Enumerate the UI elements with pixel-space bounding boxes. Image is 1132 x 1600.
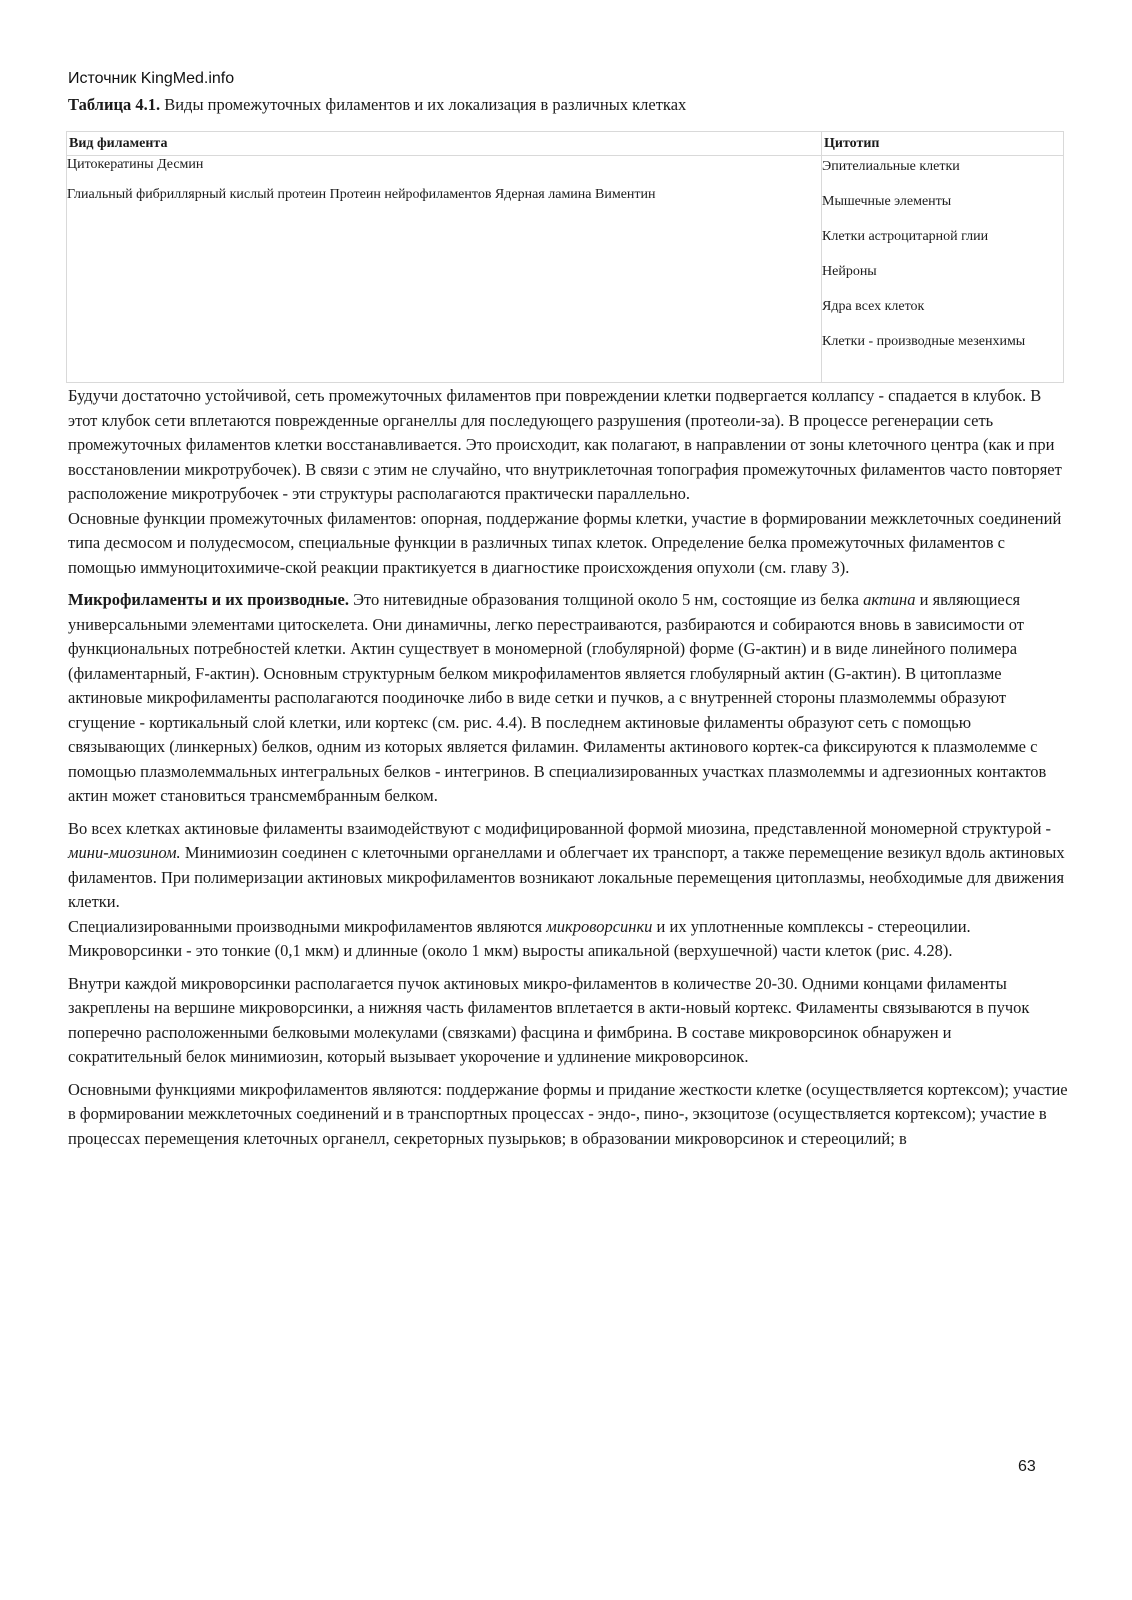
table-title: Виды промежуточных филаментов и их локализация в различных клетках <box>160 95 687 114</box>
paragraph-text: Специализированными производными микрофиламентов являются <box>68 916 547 936</box>
table-header-row <box>67 132 1064 156</box>
paragraph: Основными функциями микрофиламентов являются: поддержание формы и придание жесткости клетке (осуществляется кортексом); участие в формировании межклеточных соединений и в транспортных процессах - эндо-, пино-, экзоцитозе (осуществляется кортексом); участие в процессах перемещения клеточных органелл, секреторных пузырьков; в образовании микроворсинок и стереоцилий; в <box>68 1079 1068 1148</box>
paragraph <box>68 915 1068 964</box>
italic-term: микроворсинки <box>546 916 653 936</box>
paragraph-text: Во всех клетках актиновые филаменты взаимодействуют с модифицированной формой миозина, представленной мономерной структурой - <box>68 818 1052 838</box>
cytotype-item: Ядра всех клеток <box>822 299 925 314</box>
cytotype-item: Клетки - производные мезенхимы <box>822 334 1026 349</box>
cytotype-cell <box>822 156 1064 383</box>
page-number: 63 <box>1018 1458 1036 1475</box>
cytotype-item: Нейроны <box>822 264 877 279</box>
header-cytotype: Цитотип <box>824 136 880 151</box>
table-caption <box>68 95 686 115</box>
filament-cell <box>67 156 822 383</box>
paragraph <box>68 588 1068 809</box>
paragraph-text: Это нитевидные образования толщиной около 5 нм, состоящие из белка <box>348 590 864 609</box>
paragraph-text: Минимиозин соединен с клеточными органеллами и облегчает их транспорт, а также перемещение везикул вдоль актиновых филаментов. При полимеризации актиновых микрофиламентов возникают локальные перемещения цитоплазмы, необходимые для движения клетки. <box>68 843 1065 911</box>
section-heading: Микрофиламенты и их производные. <box>68 590 349 609</box>
paragraph: Основные функции промежуточных филаментов: опорная, поддержание формы клетки, участие в формировании межклеточных соединений типа десмосом и полудесмосом, специальные функции в различных типах клеток. Определение белка промежуточных филаментов с помощью иммуноцитохимиче-ской реакции практикуется в диагностике происхождения опухоли (см. главу 3). <box>68 508 1062 577</box>
cytotype-item: Клетки астроцитарной глии <box>822 229 989 244</box>
filament-row-1: Цитокератины Десмин <box>67 157 204 172</box>
paragraph-text: и являющиеся универсальными элементами цитоскелета. Они динамичны, легко перестраиваются, разбираются и собираются вновь в зависимости от функциональных потребностей клетки. Актин существует в мономерной (глобулярной) форме (G-актин) и в виде линейного полимера (филаментарный, F-актин). Основным структурным белком микрофиламентов является глобулярный актин (G-актин). В цитоплазме актиновые микрофиламенты располагаются поодиночке либо в виде сетки и пучков, а с внутренней стороны плазмолеммы образуют сгущение - кортикальный слой клетки, или кортекс (см. рис. 4.4). В последнем актиновые филаменты образуют сеть с помощью связывающих (линкерных) белков, одним из которых является филамин. Филаменты актинового кортек-са фиксируются к плазмолемме с помощью плазмолеммальных интегральных белков - интегринов. В специализированных участках плазмолеммы и адгезионных контактов актин может становиться трансмембранным белком. <box>68 590 1047 805</box>
cytotype-item: Мышечные элементы <box>822 194 952 209</box>
paragraph: Будучи достаточно устойчивой, сеть промежуточных филаментов при повреждении клетки подвергается коллапсу - спадается в клубок. В этот клубок сети вплетаются поврежденные органеллы для последующего разрушения (протеоли-за). В процессе регенерации сеть промежуточных филаментов клетки восстанавливается. Это происходит, как полагают, в направлении от зоны клеточного центра (как и при восстановлении микротрубочек). В связи с этим не случайно, что внутриклеточная топография промежуточных филаментов часто повторяет расположение микротрубочек - эти структуры располагаются практически параллельно. <box>68 386 1062 503</box>
table-label: Таблица 4.1. <box>68 95 161 114</box>
cytotype-item: Эпителиальные клетки <box>822 159 960 174</box>
paragraph <box>68 817 1068 915</box>
table-row <box>67 156 1064 383</box>
filament-row-2: Глиальный фибриллярный кислый протеин Протеин нейрофиламентов Ядерная ламина Виментин <box>67 187 656 202</box>
italic-term: актина <box>863 590 916 609</box>
paragraph: Внутри каждой микроворсинки располагается пучок актиновых микро-филаментов в количестве 20-30. Одними концами филаменты закреплены на вершине микроворсинки, а нижняя часть филаментов вплетается в акти-новый кортекс. Филаменты связываются в пучок поперечно расположенными белковыми молекулами (связками) фасцина и фимбрина. В составе микроворсинок обнаружен и сократительный белок минимиозин, который вызывает укорочение и удлинение микроворсинок. <box>68 973 1030 1066</box>
italic-term: мини-миозином. <box>68 843 181 862</box>
header-filament-type: Вид филамента <box>67 132 822 156</box>
paragraph-text: и их уплотненные комплексы - стереоцилии. Микроворсинки - это тонкие (0,1 мкм) и длинные (около 1 мкм) выросты апикальной (верхушечной) части клеток (рис. 4.28). <box>68 916 971 960</box>
source-line: Источник KingMed.info <box>68 70 235 87</box>
filament-table <box>66 131 1064 383</box>
body-text <box>68 384 1068 1159</box>
